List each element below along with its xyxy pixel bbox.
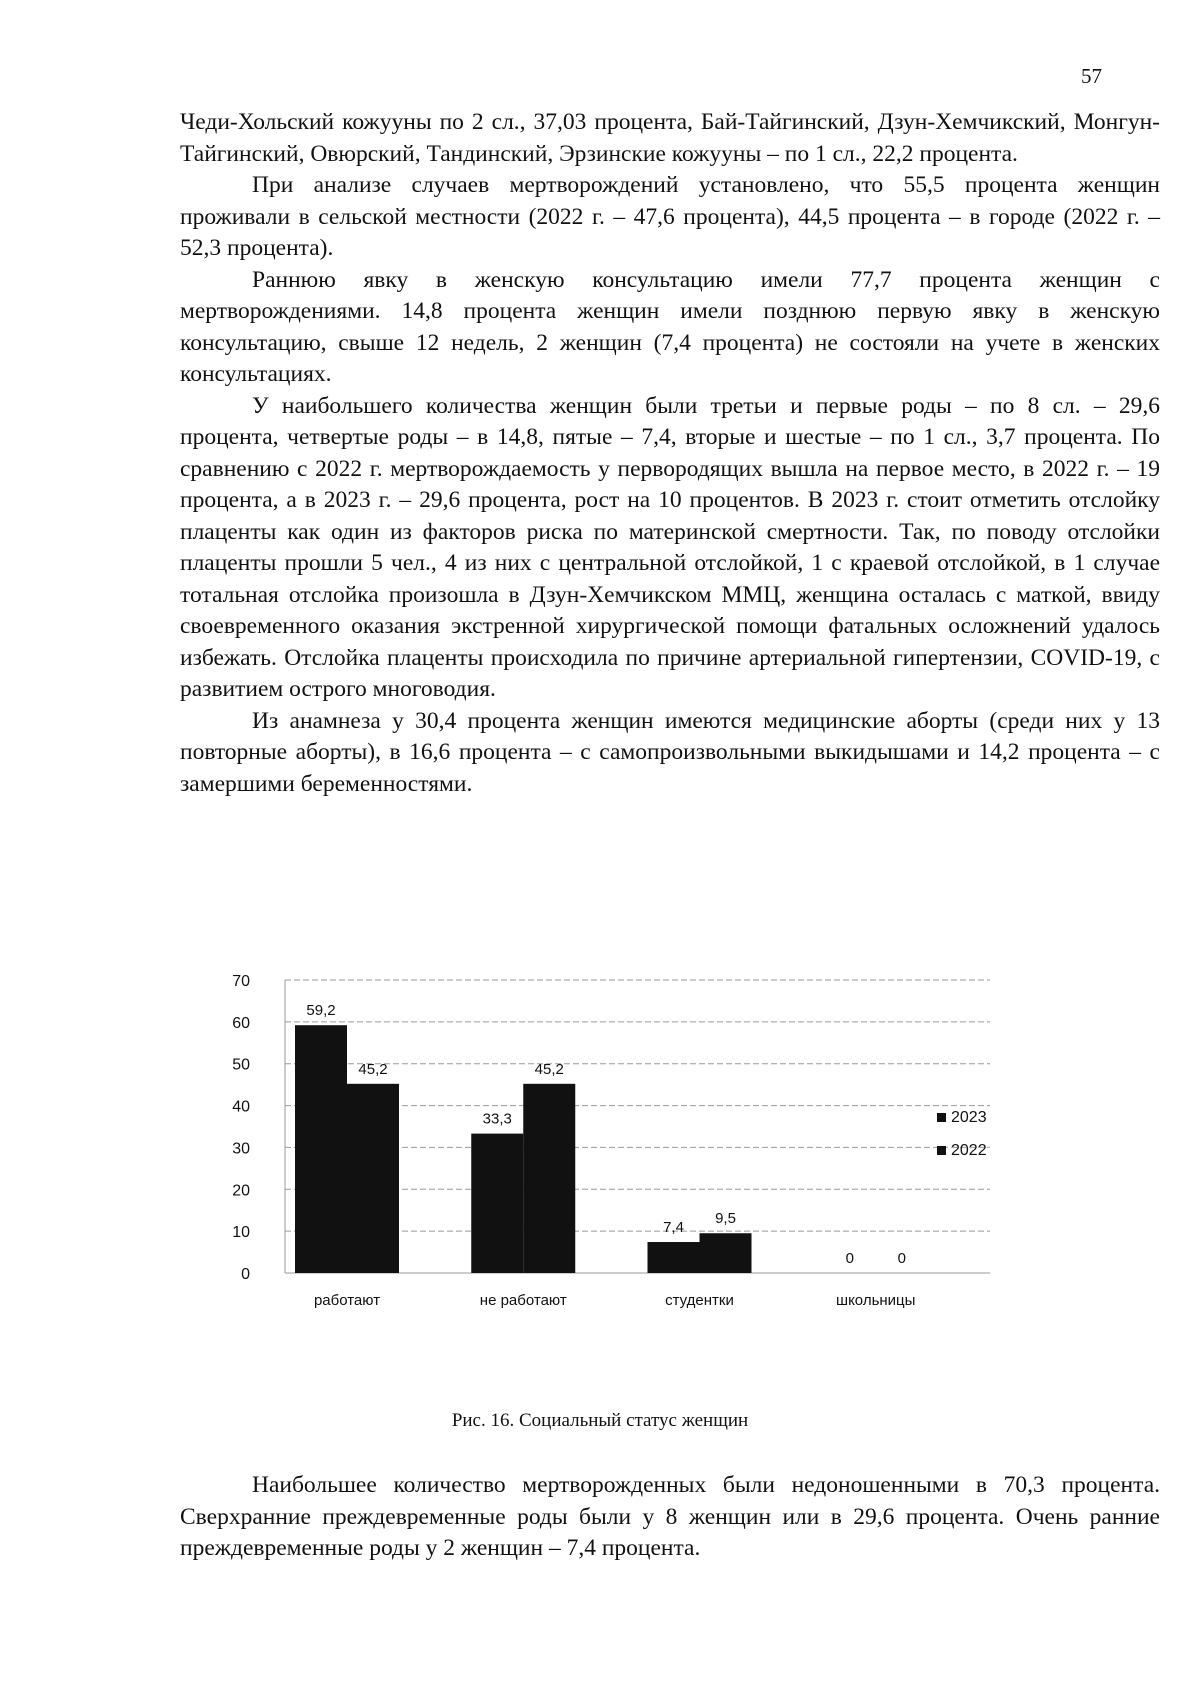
x-category-label: не работают xyxy=(479,1292,567,1309)
figure-caption: Рис. 16. Социальный статус женщин xyxy=(451,1410,749,1431)
data-label: 33,3 xyxy=(482,1110,512,1128)
x-category-label: студентки xyxy=(665,1292,734,1309)
bar-2023 xyxy=(471,1134,523,1273)
x-category-label: школьницы xyxy=(836,1292,916,1309)
data-label: 0 xyxy=(897,1250,906,1267)
bar-2023 xyxy=(648,1242,700,1273)
body-text-top xyxy=(180,107,1160,800)
data-label: 45,2 xyxy=(534,1060,564,1078)
bar-2022 xyxy=(700,1233,752,1273)
x-category-label: работают xyxy=(313,1292,381,1309)
legend-label: 2023 xyxy=(951,1109,987,1126)
body-text-bottom xyxy=(180,1470,1160,1565)
legend-swatch xyxy=(937,1113,946,1122)
paragraph: Раннюю явку в женскую консультацию имели 77,7 процента женщин с мертворождениями. 14,8 процента женщин имели позднюю первую явку в женскую консультацию, свыше 12 недель, 2 женщин (7,4 процента) не состояли на учете в женских консультациях. xyxy=(180,266,1160,387)
y-tick-label: 20 xyxy=(232,1182,250,1200)
bar-2023 xyxy=(295,1025,347,1273)
data-label: 45,2 xyxy=(358,1060,388,1078)
data-label: 9,5 xyxy=(715,1210,736,1228)
data-label: 59,2 xyxy=(306,1002,336,1020)
bar-2022 xyxy=(347,1084,399,1273)
y-tick-label: 30 xyxy=(232,1140,250,1158)
legend-label: 2022 xyxy=(951,1142,987,1159)
y-tick-label: 60 xyxy=(232,1014,250,1032)
y-tick-label: 10 xyxy=(232,1224,250,1242)
y-tick-label: 50 xyxy=(232,1056,250,1074)
paragraph: У наибольшего количества женщин были третьи и первые роды – по 8 сл. – 29,6 процента, четвертые роды – в 14,8, пятые – 7,4, вторые и шестые – по 1 сл., 3,7 процента. По сравнению с 2022 г. мертворождаемость у первородящих вышла на первое место, в 2022 г. – 19 процента, а в 2023 г. – 29,6 процента, рост на 10 процентов. В 2023 г. стоит отметить отслойку плаценты как один из факторов риска по материнской смертности. Так, по поводу отслойки плаценты прошли 5 чел., 4 из них с центральной отслойкой, 1 с краевой отслойкой, в 1 случае тотальная отслойка произошла в Дзун-Хемчикском ММЦ, женщина осталась с маткой, ввиду своевременного оказания экстренной хирургической помощи фатальных осложнений удалось избежать. Отслойка плаценты происходила по причине артериальной гипертензии, COVID-19, с развитием острого многоводия. xyxy=(180,392,1160,702)
paragraph: При анализе случаев мертворождений установлено, что 55,5 процента женщин проживали в сельской местности (2022 г. – 47,6 процента), 44,5 процента – в городе (2022 г. – 52,3 процента). xyxy=(180,172,1160,261)
social-status-bar-chart xyxy=(230,965,1050,1365)
data-label: 7,4 xyxy=(663,1219,684,1237)
page-number: 57 xyxy=(1081,64,1102,88)
bar-2022 xyxy=(523,1084,575,1273)
paragraph: Из анамнеза у 30,4 процента женщин имеются медицинские аборты (среди них у 13 повторные аборты), в 16,6 процента – с самопроизвольными выкидышами и 14,2 процента – с замершими беременностями. xyxy=(180,707,1160,797)
y-tick-label: 0 xyxy=(241,1266,250,1283)
y-tick-label: 70 xyxy=(232,973,250,990)
paragraph: Чеди-Хольский кожууны по 2 сл., 37,03 процента, Бай-Тайгинский, Дзун-Хемчикский, Монгун-Тайгинский, Овюрский, Тандинский, Эрзинские кожууны – по 1 сл., 22,2 процента. xyxy=(180,109,1160,167)
y-tick-label: 40 xyxy=(232,1098,250,1116)
data-label: 0 xyxy=(845,1250,854,1267)
paragraph: Наибольшее количество мертворожденных были недоношенными в 70,3 процента. Сверхранние преждевременные роды были у 8 женщин или в 29,6 процента. Очень ранние преждевременные роды у 2 женщин – 7,4 процента. xyxy=(180,1472,1160,1561)
legend-swatch xyxy=(937,1146,946,1155)
